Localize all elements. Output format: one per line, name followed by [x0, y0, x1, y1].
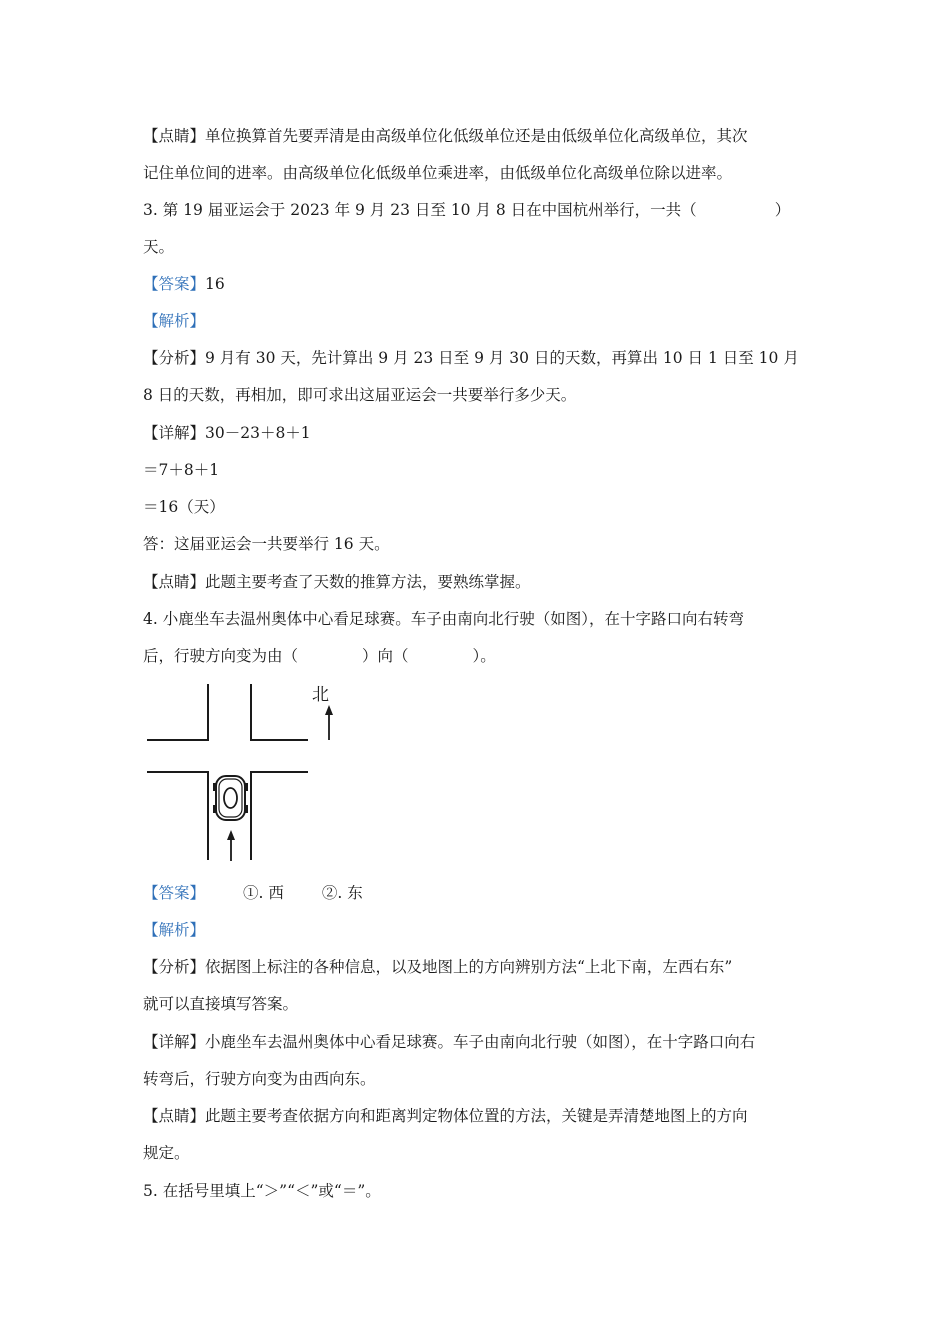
dianjing-4-line-2: 规定。 — [143, 1144, 190, 1162]
road-corner-bottom-right — [251, 772, 308, 860]
dianjing-3-line: 【点睛】此题主要考查了天数的推算方法，要熟练掌握。 — [143, 573, 531, 591]
fenxi-4-line-2: 就可以直接填写答案。 — [143, 995, 299, 1013]
xiangjie-3-line-3: ＝16（天） — [143, 498, 225, 516]
question-5-line: 5. 在括号里填上“＞”“＜”或“＝”。 — [143, 1182, 381, 1200]
xiangjie-4-line-1: 【详解】小鹿坐车去温州奥体中心看足球赛。车子由南向北行驶（如图），在十字路口向右 — [143, 1033, 756, 1051]
question-3-line-1 — [143, 199, 813, 221]
road-corner-bottom-left — [147, 772, 208, 860]
dianjing-2-line-1: 【点睛】单位换算首先要弄清是由高级单位化低级单位还是由低级单位化高级单位，其次 — [143, 127, 748, 145]
question-3-text: 3. 第 19 届亚运会于 2023 年 9 月 23 日至 10 月 8 日在中国杭州举行，一共（ — [143, 201, 697, 219]
fenxi-4-line-1: 【分析】依据图上标注的各种信息，以及地图上的方向辨别方法“上北下南，左西右东” — [143, 958, 733, 976]
answer-4-value-1: ①. 西 — [243, 884, 284, 902]
answer-4-line — [143, 882, 813, 904]
question-4-text-a: 后，行驶方向变为由（ — [143, 647, 299, 665]
question-3-line-2: 天。 — [143, 238, 175, 256]
fenxi-3-line-1: 【分析】9 月有 30 天，先计算出 9 月 23 日至 9 月 30 日的天数，再算出 10 日 1 日至 10 月 — [143, 349, 799, 367]
answer-3-value: 16 — [205, 275, 225, 293]
road-corner-top-left — [147, 684, 208, 740]
analysis-3-label: 【解析】 — [143, 312, 206, 330]
road-corner-top-right — [251, 684, 308, 740]
question-4-text-b: ）向（ — [362, 647, 409, 665]
road-lines — [147, 684, 308, 860]
north-label: 北 — [312, 685, 329, 705]
north-arrow-icon — [325, 705, 333, 740]
fenxi-3-line-2: 8 日的天数，再相加，即可求出这届亚运会一共要举行多少天。 — [143, 386, 577, 404]
arrow-up-icon — [227, 830, 235, 861]
answer-3-label: 【答案】 — [143, 275, 206, 293]
da-3-line: 答：这届亚运会一共要举行 16 天。 — [143, 535, 390, 553]
xiangjie-3-line-2: ＝7＋8＋1 — [143, 461, 220, 479]
question-3-close-paren: ） — [774, 201, 791, 219]
question-4-line-1: 4. 小鹿坐车去温州奥体中心看足球赛。车子由南向北行驶（如图），在十字路口向右转弯 — [143, 610, 744, 628]
dianjing-2-line-2: 记住单位间的进率。由高级单位化低级单位乘进率，由低级单位化高级单位除以进率。 — [143, 164, 733, 182]
answer-3-line — [143, 273, 813, 295]
dianjing-4-line-1: 【点睛】此题主要考查依据方向和距离判定物体位置的方法，关键是弄清楚地图上的方向 — [143, 1107, 748, 1125]
car-icon — [213, 776, 248, 820]
xiangjie-4-line-2: 转弯后，行驶方向变为由西向东。 — [143, 1070, 376, 1088]
xiangjie-3-line-1: 【详解】30－23＋8＋1 — [143, 424, 311, 442]
question-4-text-c: ）。 — [472, 647, 496, 665]
question-4-line-2 — [143, 645, 813, 667]
analysis-4-label: 【解析】 — [143, 921, 206, 939]
intersection-diagram — [143, 684, 329, 864]
answer-4-value-2: ②. 东 — [321, 884, 363, 902]
answer-4-label: 【答案】 — [143, 884, 206, 902]
